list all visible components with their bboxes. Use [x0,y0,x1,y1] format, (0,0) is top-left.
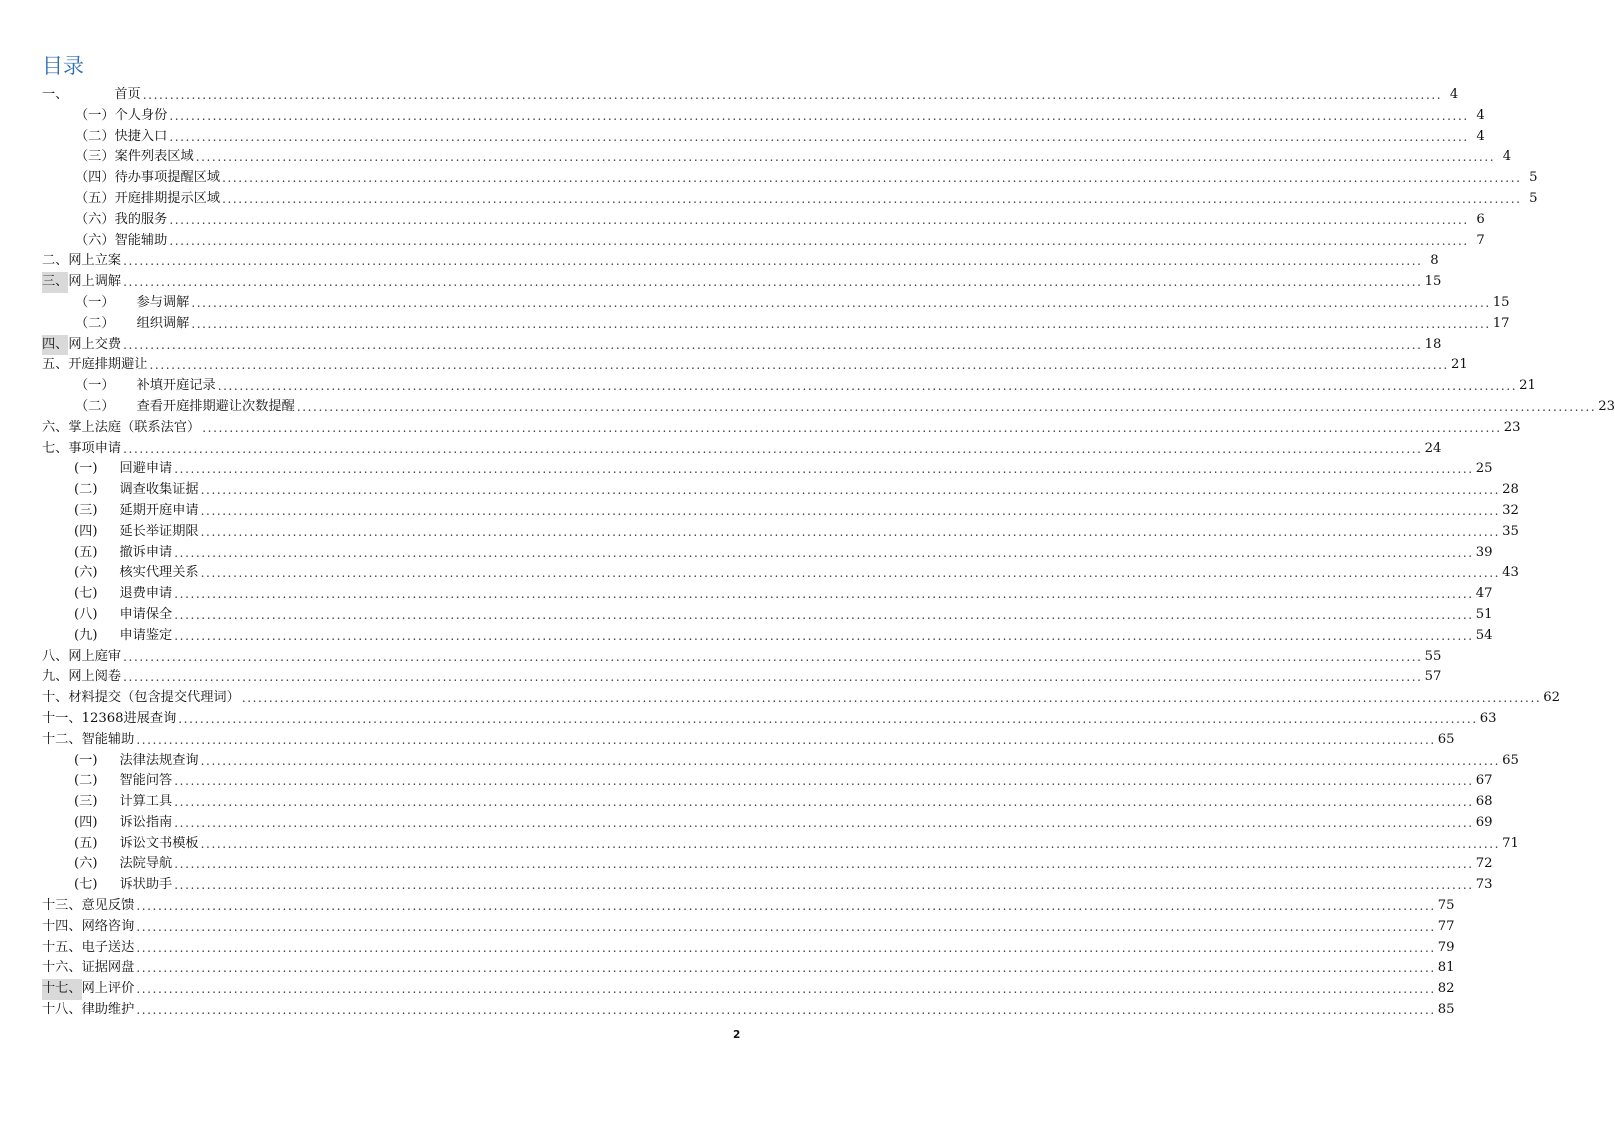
toc-entry[interactable] [42,771,1493,792]
toc-entry-page: 25 [1475,461,1493,477]
toc-entry[interactable] [42,979,1455,1000]
toc-entry-number: (七) [74,877,98,893]
toc-entry-number: 五、 [42,357,69,373]
toc-entry[interactable] [42,605,1493,626]
dot-leader: ................................................................................................................................................................................................................................................ [200,503,1501,518]
toc-entry-title: 调查收集证据 [119,482,199,498]
toc-entry-page: 6 [1476,211,1485,227]
toc-entry-number: (七) [74,586,98,602]
toc-entry-title: 法律法规查询 [119,752,199,768]
toc-entry-title: 诉讼指南 [119,814,173,830]
toc-entry-page: 15 [1492,294,1510,310]
dot-leader: ................................................................................................................................................................................................................................................ [174,607,1474,622]
toc-entry-page: 15 [1424,274,1442,290]
toc-entry-number: (六) [74,856,98,872]
toc-entry[interactable] [42,459,1493,480]
toc-entry-number: (五) [74,835,98,851]
toc-entry-title: 计算工具 [119,794,173,810]
toc-entry-number: （二） [75,128,115,144]
toc-entry-title: 智能辅助 [114,232,168,248]
toc-entry-title: 电子送达 [81,939,135,955]
toc-entry-title: 法院导航 [119,856,173,872]
toc-entry-title: 网络咨询 [81,918,135,934]
dot-leader: ................................................................................................................................................................................................................................................ [296,399,1597,414]
toc-entry-title: 诉状助手 [119,877,173,893]
toc-entry[interactable] [42,335,1442,356]
toc-entry-number: 十三、 [42,898,82,914]
toc-entry-number: （五） [75,190,115,206]
toc-entry-number: (四) [74,814,98,830]
toc-entry-page: 55 [1424,648,1442,664]
toc-entry-page: 4 [1502,149,1512,165]
toc-entry-number: （六） [75,211,115,227]
toc-entry-page: 4 [1476,107,1485,123]
toc-entry-page: 17 [1492,315,1510,331]
dot-leader: ................................................................................................................................................................................................................................................ [191,316,1491,331]
toc-entry[interactable] [42,563,1519,584]
dot-leader: ................................................................................................................................................................................................................................................ [174,774,1474,789]
dot-leader: ................................................................................................................................................................................................................................................ [222,191,1522,206]
dot-leader: ................................................................................................................................................................................................................................................ [174,545,1474,560]
toc-entry[interactable] [42,418,1521,439]
toc-entry-title: 律助维护 [81,1002,135,1018]
toc-entry-number: (五) [74,544,98,560]
toc-entry[interactable] [42,543,1493,564]
toc-entry-page: 85 [1437,1002,1455,1018]
toc-entry-number: (二) [74,773,98,789]
toc-entry-number: (一) [74,752,98,768]
toc-entry[interactable] [42,626,1493,647]
toc-entry-title: 查看开庭排期避让次数提醒 [136,398,295,414]
toc-entry-page: 23 [1503,419,1521,435]
dot-leader: ................................................................................................................................................................................................................................................ [136,732,1436,747]
toc-entry[interactable] [42,314,1510,335]
toc-entry[interactable] [42,127,1485,148]
toc-entry-page: 39 [1475,544,1493,560]
toc-entry-title: 网上庭审 [68,648,122,664]
toc-entry-number: （一） [75,107,115,123]
toc-entry-title: 组织调解 [136,315,190,331]
dot-leader: ................................................................................................................................................................................................................................................ [200,836,1501,851]
toc-entry-title: 开庭排期提示区域 [114,190,221,206]
dot-leader: ................................................................................................................................................................................................................................................ [202,420,1502,435]
toc-entry-page: 43 [1502,565,1519,581]
toc-entry[interactable] [42,792,1493,813]
dot-leader: ................................................................................................................................................................................................................................................ [200,753,1501,768]
toc-entry[interactable] [42,896,1455,917]
dot-leader: ................................................................................................................................................................................................................................................ [174,587,1474,602]
toc-entry[interactable] [42,272,1442,293]
toc-entry[interactable] [42,688,1561,709]
dot-leader: ................................................................................................................................................................................................................................................ [174,878,1474,893]
toc-entry[interactable] [42,168,1538,189]
toc-entry-page: 77 [1437,918,1455,934]
toc-entry[interactable] [42,231,1485,252]
toc-entry[interactable] [42,917,1455,938]
dot-leader: ................................................................................................................................................................................................................................................ [217,379,1518,394]
toc-entry-number: (二) [74,482,98,498]
toc-entry[interactable] [42,709,1497,730]
toc-entry-number: （二） [75,398,115,414]
toc-entry-title: 补填开庭记录 [136,378,216,394]
toc-entry-number: (三) [74,502,98,518]
toc-entry-title: 延长举证期限 [119,523,199,539]
dot-leader: ................................................................................................................................................................................................................................................ [169,129,1469,144]
toc-entry-number: 九、 [42,669,69,685]
dot-leader: ................................................................................................................................................................................................................................................ [174,628,1474,643]
dot-leader: ................................................................................................................................................................................................................................................ [142,88,1443,102]
toc-entry-page: 63 [1479,710,1497,726]
toc-entry[interactable] [42,85,1459,106]
toc-entry-number: (三) [74,794,98,810]
toc-entry-number: 八、 [42,648,69,664]
toc-entry-page: 65 [1437,731,1455,747]
dot-leader: ................................................................................................................................................................................................................................................ [169,212,1469,227]
toc-entry[interactable] [42,147,1512,168]
toc-entry-title: 首页 [114,87,141,102]
toc-entry-title: 诉讼文书模板 [119,835,199,851]
toc-entry-number: 十一、 [42,710,82,726]
toc-entry-number: 十四、 [42,918,82,934]
dot-leader: ................................................................................................................................................................................................................................................ [174,815,1474,830]
toc-entry-page: 21 [1450,357,1468,373]
toc-entry-title: 意见反馈 [81,898,135,914]
toc-entry-page: 51 [1475,606,1493,622]
toc-entry-page: 5 [1529,170,1538,186]
toc-entry[interactable] [42,189,1538,210]
toc-entry[interactable] [42,106,1485,127]
dot-leader: ................................................................................................................................................................................................................................................ [169,233,1469,248]
toc-entry-title: 我的服务 [114,211,168,227]
toc-entry[interactable] [42,813,1493,834]
toc-entry-page: 35 [1502,523,1519,539]
toc-entry-number: 十二、 [42,731,82,747]
toc-entry-title: 退费申请 [119,586,173,602]
dot-leader: ................................................................................................................................................................................................................................................ [136,919,1436,934]
toc-entry-title: 掌上法庭（联系法官） [68,419,201,435]
toc-entry-page: 79 [1437,939,1455,955]
toc-entry-number: 十、 [42,690,69,706]
toc-entry-page: 73 [1475,877,1493,893]
toc-entry-title: 待办事项提醒区域 [114,170,221,186]
toc-entry[interactable] [42,1000,1455,1021]
toc-entry-title: 智能问答 [119,773,173,789]
toc-entry-page: 4 [1476,128,1485,144]
toc-entry-page: 75 [1437,898,1455,914]
toc-entry-page: 82 [1437,981,1455,997]
toc-entry-page: 54 [1475,627,1493,643]
toc-entry-page: 69 [1475,814,1493,830]
toc-entry-number: (一) [74,461,98,477]
toc-entry-number: （一） [75,294,115,310]
dot-leader: ................................................................................................................................................................................................................................................ [174,857,1474,872]
toc-entry-number: （四） [75,170,115,186]
toc-entry[interactable] [42,293,1510,314]
toc-entry-title: 撤诉申请 [119,544,173,560]
toc-entry-number: （一） [75,378,115,394]
toc-entry-page: 28 [1502,482,1519,498]
dot-leader: ................................................................................................................................................................................................................................................ [123,670,1423,685]
toc-entry-title: 证据网盘 [81,960,135,976]
toc-entry[interactable] [42,667,1442,688]
toc-entry[interactable] [42,751,1519,772]
toc-entry-page: 71 [1502,835,1519,851]
toc-entry[interactable] [42,938,1455,959]
toc-entry-title: 网上调解 [68,274,122,290]
toc-entry-title: 事项申请 [68,440,122,456]
toc-entry-number: 十八、 [42,1002,82,1018]
toc-entry[interactable] [42,397,1615,418]
toc-entry-title: 延期开庭申请 [119,502,199,518]
toc-entry-title: 申请鉴定 [119,627,173,643]
toc-entry-page: 62 [1543,690,1561,706]
dot-leader: ................................................................................................................................................................................................................................................ [123,337,1423,352]
toc-entry-title: 网上评价 [81,981,135,997]
dot-leader: ................................................................................................................................................................................................................................................ [123,275,1423,290]
toc-entry[interactable] [42,958,1455,979]
toc-entry[interactable] [42,522,1519,543]
toc-entry[interactable] [42,584,1493,605]
toc-entry[interactable] [42,730,1455,751]
dot-leader: ................................................................................................................................................................................................................................................ [136,940,1436,955]
toc-title: 目录 [42,54,84,78]
toc-entry-page: 68 [1475,794,1493,810]
toc-entry-number: （二） [75,315,115,331]
dot-leader: ................................................................................................................................................................................................................................................ [200,524,1501,539]
toc-entry-title: 核实代理关系 [119,565,199,581]
toc-entry-number: （三） [75,149,115,165]
dot-leader: ................................................................................................................................................................................................................................................ [169,108,1469,123]
toc-entry-title: 网上阅卷 [68,669,122,685]
toc-entry[interactable] [42,355,1468,376]
toc-entry-title: 网上立案 [68,253,122,269]
toc-entry-page: 24 [1424,440,1442,456]
toc-entry[interactable] [42,480,1519,501]
dot-leader: ................................................................................................................................................................................................................................................ [174,795,1474,810]
toc-entry-page: 57 [1424,669,1442,685]
toc-entry-number: 十六、 [42,960,82,976]
toc-entry-page: 23 [1598,398,1615,414]
toc-entry-title: 个人身份 [114,107,168,123]
toc-entry-title: 网上交费 [68,336,122,352]
toc-entry[interactable] [42,439,1442,460]
dot-leader: ................................................................................................................................................................................................................................................ [200,566,1501,581]
toc-entry-title: 参与调解 [136,294,190,310]
toc-entry-title: 案件列表区域 [114,149,194,165]
toc-entry-page: 18 [1424,336,1442,352]
dot-leader: ................................................................................................................................................................................................................................................ [195,150,1496,165]
toc-entry[interactable] [42,210,1485,231]
dot-leader: ................................................................................................................................................................................................................................................ [241,691,1542,706]
toc-entry-number: 二、 [42,253,69,269]
toc-entry[interactable] [42,834,1519,855]
dot-leader: ................................................................................................................................................................................................................................................ [123,441,1423,456]
dot-leader: ................................................................................................................................................................................................................................................ [136,961,1436,976]
toc-entry-number: 十七、 [42,979,82,1000]
toc-entry-page: 65 [1502,752,1519,768]
toc-entry-title: 快捷入口 [114,128,168,144]
toc-entry-number: 四、 [42,335,68,356]
dot-leader: ................................................................................................................................................................................................................................................ [136,899,1436,914]
dot-leader: ................................................................................................................................................................................................................................................ [149,358,1449,373]
toc-entry[interactable] [42,854,1493,875]
toc-entry[interactable] [42,376,1536,397]
toc-entry-title: 智能辅助 [81,731,135,747]
toc-entry-number: 六、 [42,419,69,435]
toc-entry-title: 材料提交（包含提交代理词） [68,690,240,706]
toc-entry-page: 7 [1476,232,1485,248]
toc-entry[interactable] [42,875,1493,896]
toc-entry-title: 开庭排期避让 [68,357,148,373]
toc-entry-page: 21 [1519,378,1536,394]
toc-entry-page: 4 [1449,87,1459,102]
toc-entry-number: (四) [74,523,98,539]
toc-entry-title: 12368进展查询 [81,710,177,726]
toc-entry-title: 回避申请 [119,461,173,477]
toc-entry-number: （六） [75,232,115,248]
page-number: 2 [733,1029,741,1041]
dot-leader: ................................................................................................................................................................................................................................................ [174,462,1474,477]
toc-entry-number: (六) [74,565,98,581]
toc-entry[interactable] [42,251,1439,272]
table-of-contents [42,85,1615,1021]
toc-entry-number: 七、 [42,440,69,456]
toc-entry-number: (九) [74,627,98,643]
toc-entry-page: 5 [1529,190,1538,206]
toc-entry-page: 67 [1475,773,1493,789]
toc-entry-page: 81 [1437,960,1455,976]
dot-leader: ................................................................................................................................................................................................................................................ [222,171,1522,186]
toc-entry-number: (八) [74,606,98,622]
toc-entry-page: 72 [1475,856,1493,872]
toc-entry-number: 一、 [42,87,69,102]
dot-leader: ................................................................................................................................................................................................................................................ [123,649,1423,664]
dot-leader: ................................................................................................................................................................................................................................................ [136,1003,1436,1018]
dot-leader: ................................................................................................................................................................................................................................................ [123,254,1423,269]
toc-entry[interactable] [42,501,1519,522]
toc-entry-title: 申请保全 [119,606,173,622]
dot-leader: ................................................................................................................................................................................................................................................ [136,982,1436,997]
dot-leader: ................................................................................................................................................................................................................................................ [200,483,1501,498]
toc-entry-number: 十五、 [42,939,82,955]
toc-entry-page: 32 [1502,502,1519,518]
toc-entry-page: 47 [1475,586,1493,602]
toc-entry-page: 8 [1430,253,1439,269]
toc-entry-number: 三、 [42,272,68,293]
dot-leader: ................................................................................................................................................................................................................................................ [178,711,1478,726]
toc-entry[interactable] [42,647,1442,668]
dot-leader: ................................................................................................................................................................................................................................................ [191,295,1491,310]
